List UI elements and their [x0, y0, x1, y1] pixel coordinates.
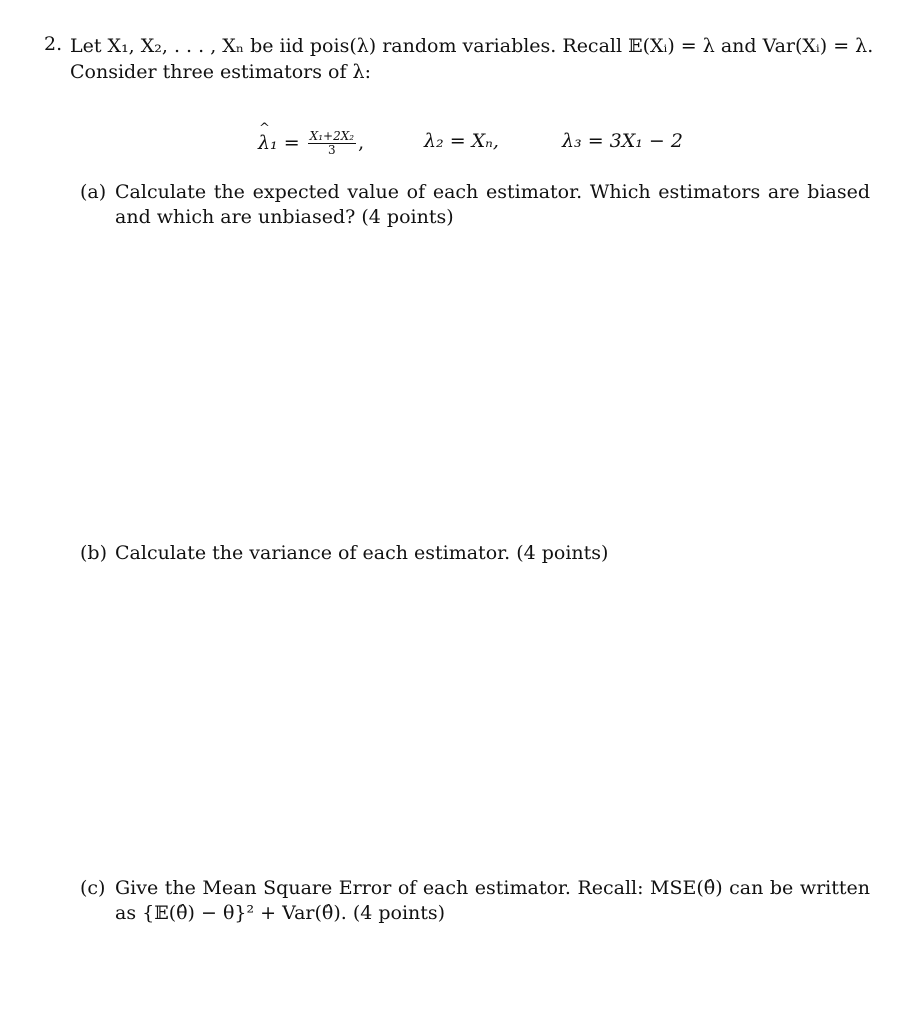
part-c-label: (c): [80, 877, 106, 899]
part-c-text: Give the Mean Square Error of each estimator. Recall: MSE(θ̂) can be written as {𝔼(θ̂) − θ}² + Var(θ̂). (4 points): [115, 877, 870, 924]
part-b-text: Calculate the variance of each estimator. (4 points): [115, 542, 609, 564]
estimator-1-fraction: [308, 130, 356, 157]
part-a: [80, 180, 870, 230]
part-a-text: Calculate the expected value of each estimator. Which estimators are biased and which are unbiased? (4 points): [115, 181, 870, 228]
fraction-numerator: X₁+2X₂: [309, 129, 355, 143]
estimator-1: [258, 130, 364, 157]
part-c: [80, 876, 870, 926]
estimator-equations: [0, 130, 924, 164]
intro-line-1: Let X₁, X₂, . . . , Xₙ be iid pois(λ) random variables. Recall 𝔼(Xᵢ) = λ and Var(Xᵢ) = λ.: [70, 35, 874, 57]
estimator-1-comma: ,: [358, 131, 365, 154]
fraction-denominator: 3: [328, 143, 336, 157]
problem-intro: [70, 33, 874, 85]
estimator-2: λ₂ = Xₙ,: [424, 130, 499, 152]
problem-number: 2.: [44, 33, 63, 55]
estimator-1-lhs: ^ λ₁ =: [258, 132, 300, 154]
intro-line-2: Consider three estimators of λ:: [70, 61, 372, 83]
part-a-label: (a): [80, 181, 107, 203]
part-b-label: (b): [80, 542, 107, 564]
estimator-3: λ₃ = 3X₁ − 2: [562, 130, 683, 152]
part-b: [80, 541, 870, 566]
